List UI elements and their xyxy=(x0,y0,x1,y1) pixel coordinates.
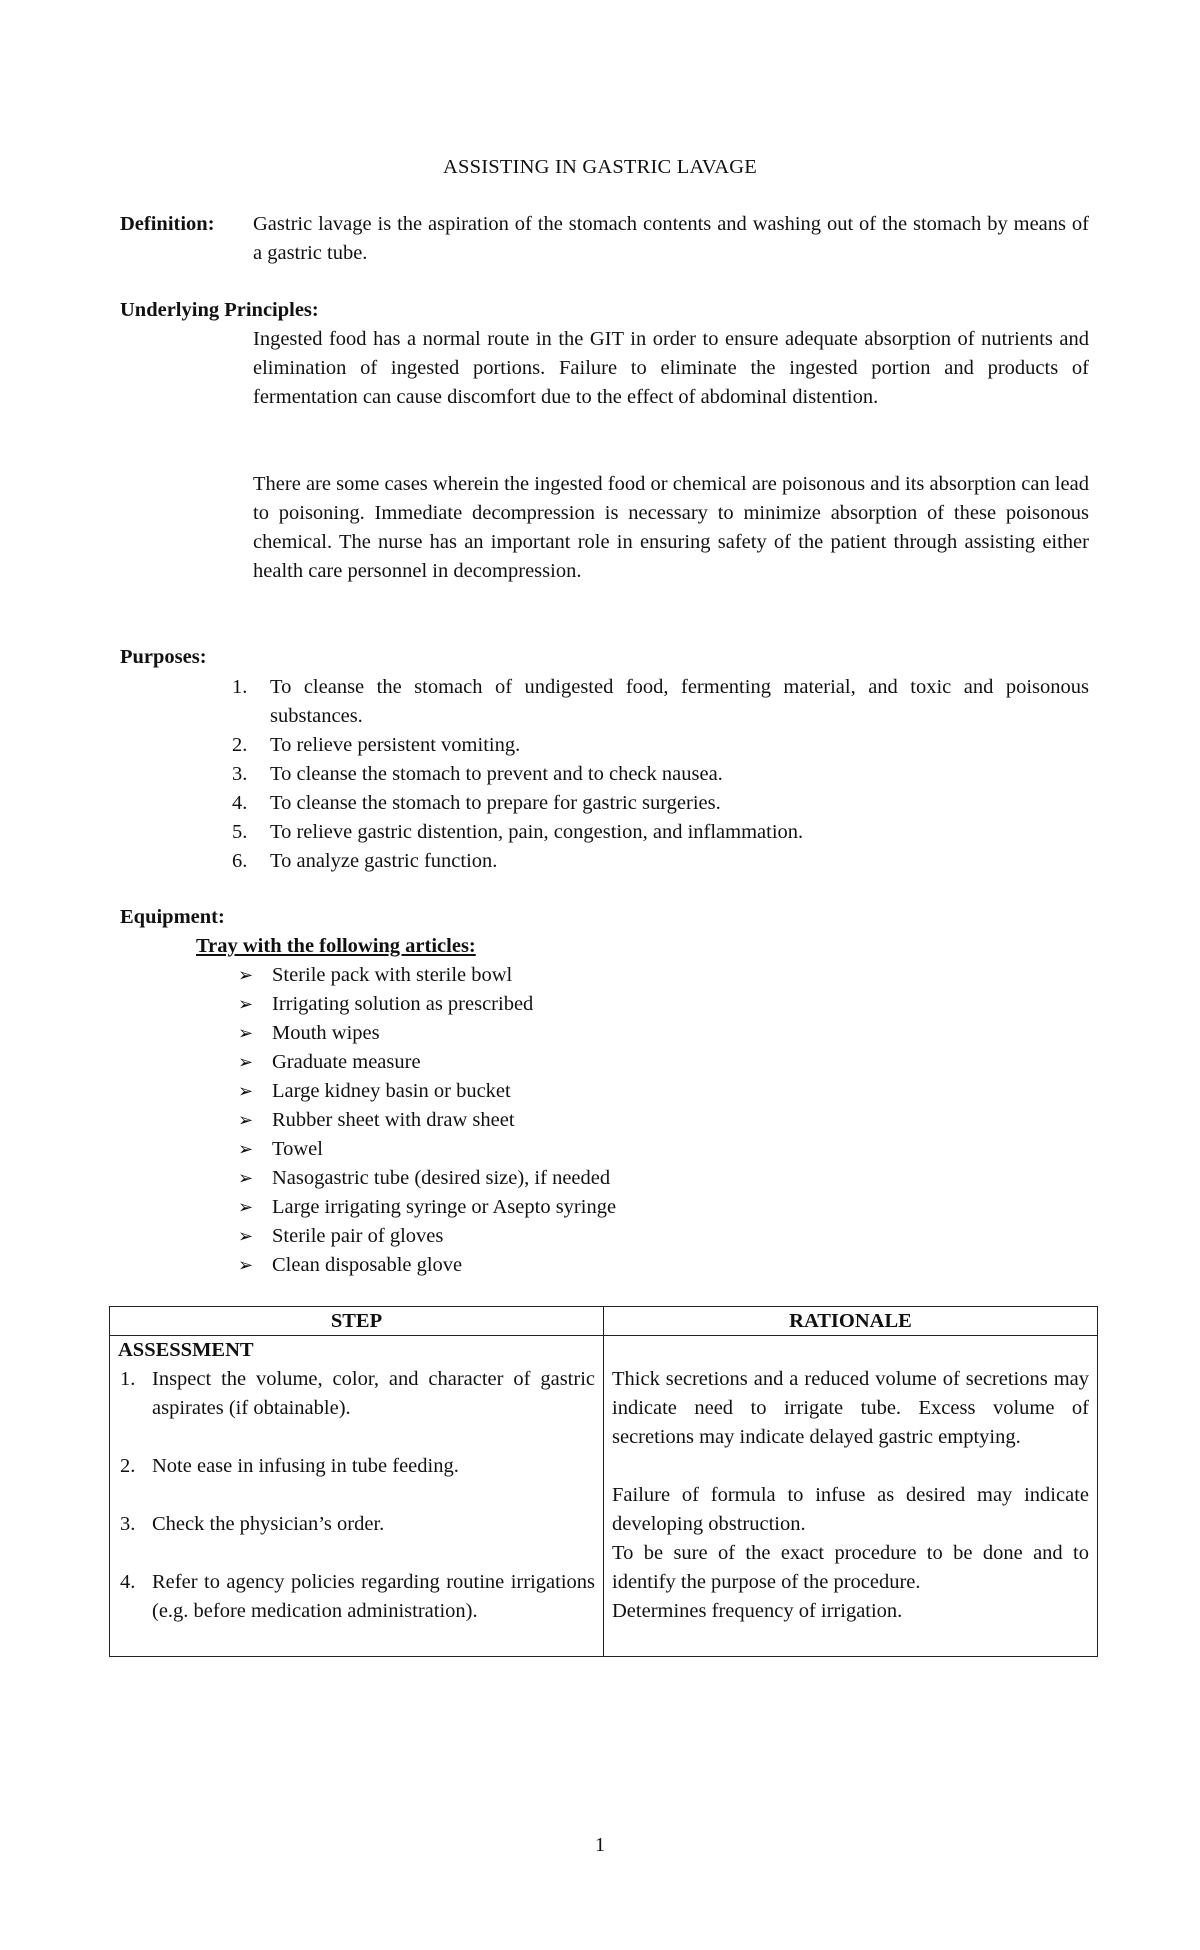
assessment-heading: ASSESSMENT xyxy=(118,1339,254,1361)
principles-paragraph: Ingested food has a normal route in the GIT in order to ensure adequate absorption of nutrients and elimination of ingested portions. Failure to eliminate the ingested portion and products of fermentation can cause discomfort due to the effect of abdominal distention. xyxy=(253,328,1089,408)
rationale-item: Failure of formula to infuse as desired may indicate developing obstruction. xyxy=(612,1484,1089,1535)
step-header: STEP xyxy=(110,1307,604,1336)
purpose-item xyxy=(232,818,1089,847)
rationale-item: To be sure of the exact procedure to be done and to identify the purpose of the procedure. xyxy=(612,1542,1089,1593)
arrow-bullet-icon: ➢ xyxy=(238,1197,254,1217)
step-item xyxy=(118,1568,595,1626)
equipment-item xyxy=(238,1048,616,1077)
equipment-item-text: Mouth wipes xyxy=(272,1022,380,1044)
equipment-item-text: Irrigating solution as prescribed xyxy=(272,993,534,1015)
step-item xyxy=(118,1510,595,1568)
step-item xyxy=(118,1452,595,1510)
rationale-header: RATIONALE xyxy=(604,1307,1098,1336)
equipment-item xyxy=(238,1251,616,1280)
purpose-text: To relieve gastric distention, pain, congestion, and inflammation. xyxy=(270,821,804,843)
step-number: 3. xyxy=(120,1513,136,1535)
purpose-number: 6. xyxy=(232,850,248,872)
purposes-label: Purposes: xyxy=(120,646,207,668)
equipment-item-text: Clean disposable glove xyxy=(272,1254,463,1276)
purpose-text: To cleanse the stomach to prevent and to check nausea. xyxy=(270,763,723,785)
table-body-row xyxy=(110,1336,1098,1657)
purpose-number: 3. xyxy=(232,763,248,785)
principles-label: Underlying Principles: xyxy=(120,299,319,321)
purpose-text: To analyze gastric function. xyxy=(270,850,498,872)
step-text: Inspect the volume, color, and character of gastric aspirates (if obtainable). xyxy=(152,1368,595,1419)
equipment-item xyxy=(238,990,616,1019)
step-number: 4. xyxy=(120,1571,136,1593)
equipment-list xyxy=(238,961,616,1280)
step-number: 1. xyxy=(120,1368,136,1390)
arrow-bullet-icon: ➢ xyxy=(238,965,254,985)
equipment-item-text: Large kidney basin or bucket xyxy=(272,1080,511,1102)
equipment-item-text: Large irrigating syringe or Asepto syringe xyxy=(272,1196,617,1218)
purpose-item xyxy=(232,760,1089,789)
purpose-item xyxy=(232,673,1089,731)
step-text: Note ease in infusing in tube feeding. xyxy=(152,1455,459,1477)
arrow-bullet-icon: ➢ xyxy=(238,1023,254,1043)
purpose-text: To relieve persistent vomiting. xyxy=(270,734,521,756)
arrow-bullet-icon: ➢ xyxy=(238,1052,254,1072)
equipment-item-text: Towel xyxy=(272,1138,323,1160)
arrow-bullet-icon: ➢ xyxy=(238,1168,254,1188)
equipment-item xyxy=(238,1019,616,1048)
equipment-item xyxy=(238,1193,616,1222)
rationale-item: Thick secretions and a reduced volume of secretions may indicate need to irrigate tube. Excess volume of secretions may indicate delayed gastric emptying. xyxy=(612,1368,1089,1448)
page-title: ASSISTING IN GASTRIC LAVAGE xyxy=(443,156,757,178)
definition-text: Gastric lavage is the aspiration of the stomach contents and washing out of the stomach by means of a gastric tube. xyxy=(253,213,1089,264)
arrow-bullet-icon: ➢ xyxy=(238,1081,254,1101)
step-item xyxy=(118,1365,595,1452)
purposes-list xyxy=(232,673,1089,876)
purpose-number: 4. xyxy=(232,792,248,814)
principles-paragraph: There are some cases wherein the ingested food or chemical are poisonous and its absorption can lead to poisoning. Immediate decompression is necessary to minimize absorption of these poisonous chemical. The nurse has an important role in ensuring safety of the patient through assisting either health care personnel in decompression. xyxy=(253,473,1089,582)
arrow-bullet-icon: ➢ xyxy=(238,1110,254,1130)
equipment-item xyxy=(238,1222,616,1251)
arrow-bullet-icon: ➢ xyxy=(238,1139,254,1159)
arrow-bullet-icon: ➢ xyxy=(238,994,254,1014)
equipment-item-text: Graduate measure xyxy=(272,1051,421,1073)
equipment-item xyxy=(238,1077,616,1106)
purpose-item xyxy=(232,731,1089,760)
step-number: 2. xyxy=(120,1455,136,1477)
equipment-item-text: Rubber sheet with draw sheet xyxy=(272,1109,515,1131)
step-cell xyxy=(110,1336,604,1657)
page-number: 1 xyxy=(594,1834,606,1856)
arrow-bullet-icon: ➢ xyxy=(238,1255,254,1275)
purpose-number: 2. xyxy=(232,734,248,756)
purpose-item xyxy=(232,789,1089,818)
equipment-label: Equipment: xyxy=(120,906,225,928)
step-rationale-table xyxy=(109,1306,1098,1657)
definition-label: Definition: xyxy=(120,213,215,235)
purpose-item xyxy=(232,847,1089,876)
equipment-item xyxy=(238,1106,616,1135)
equipment-item-text: Sterile pair of gloves xyxy=(272,1225,444,1247)
equipment-item-text: Nasogastric tube (desired size), if needed xyxy=(272,1167,611,1189)
equipment-item-text: Sterile pack with sterile bowl xyxy=(272,964,513,986)
tray-label: Tray with the following articles: xyxy=(196,935,476,957)
arrow-bullet-icon: ➢ xyxy=(238,1226,254,1246)
purpose-number: 5. xyxy=(232,821,248,843)
equipment-item xyxy=(238,1164,616,1193)
step-text: Check the physician’s order. xyxy=(152,1513,385,1535)
purpose-text: To cleanse the stomach to prepare for gastric surgeries. xyxy=(270,792,721,814)
rationale-spacer xyxy=(612,1336,1089,1365)
rationale-item: Determines frequency of irrigation. xyxy=(612,1600,903,1622)
rationale-cell xyxy=(604,1336,1098,1657)
purpose-number: 1. xyxy=(232,676,248,698)
equipment-item xyxy=(238,961,616,990)
table-header-row xyxy=(110,1307,1098,1336)
step-text: Refer to agency policies regarding routine irrigations (e.g. before medication administration). xyxy=(152,1571,595,1622)
purpose-text: To cleanse the stomach of undigested food, fermenting material, and toxic and poisonous substances. xyxy=(270,676,1089,727)
equipment-item xyxy=(238,1135,616,1164)
